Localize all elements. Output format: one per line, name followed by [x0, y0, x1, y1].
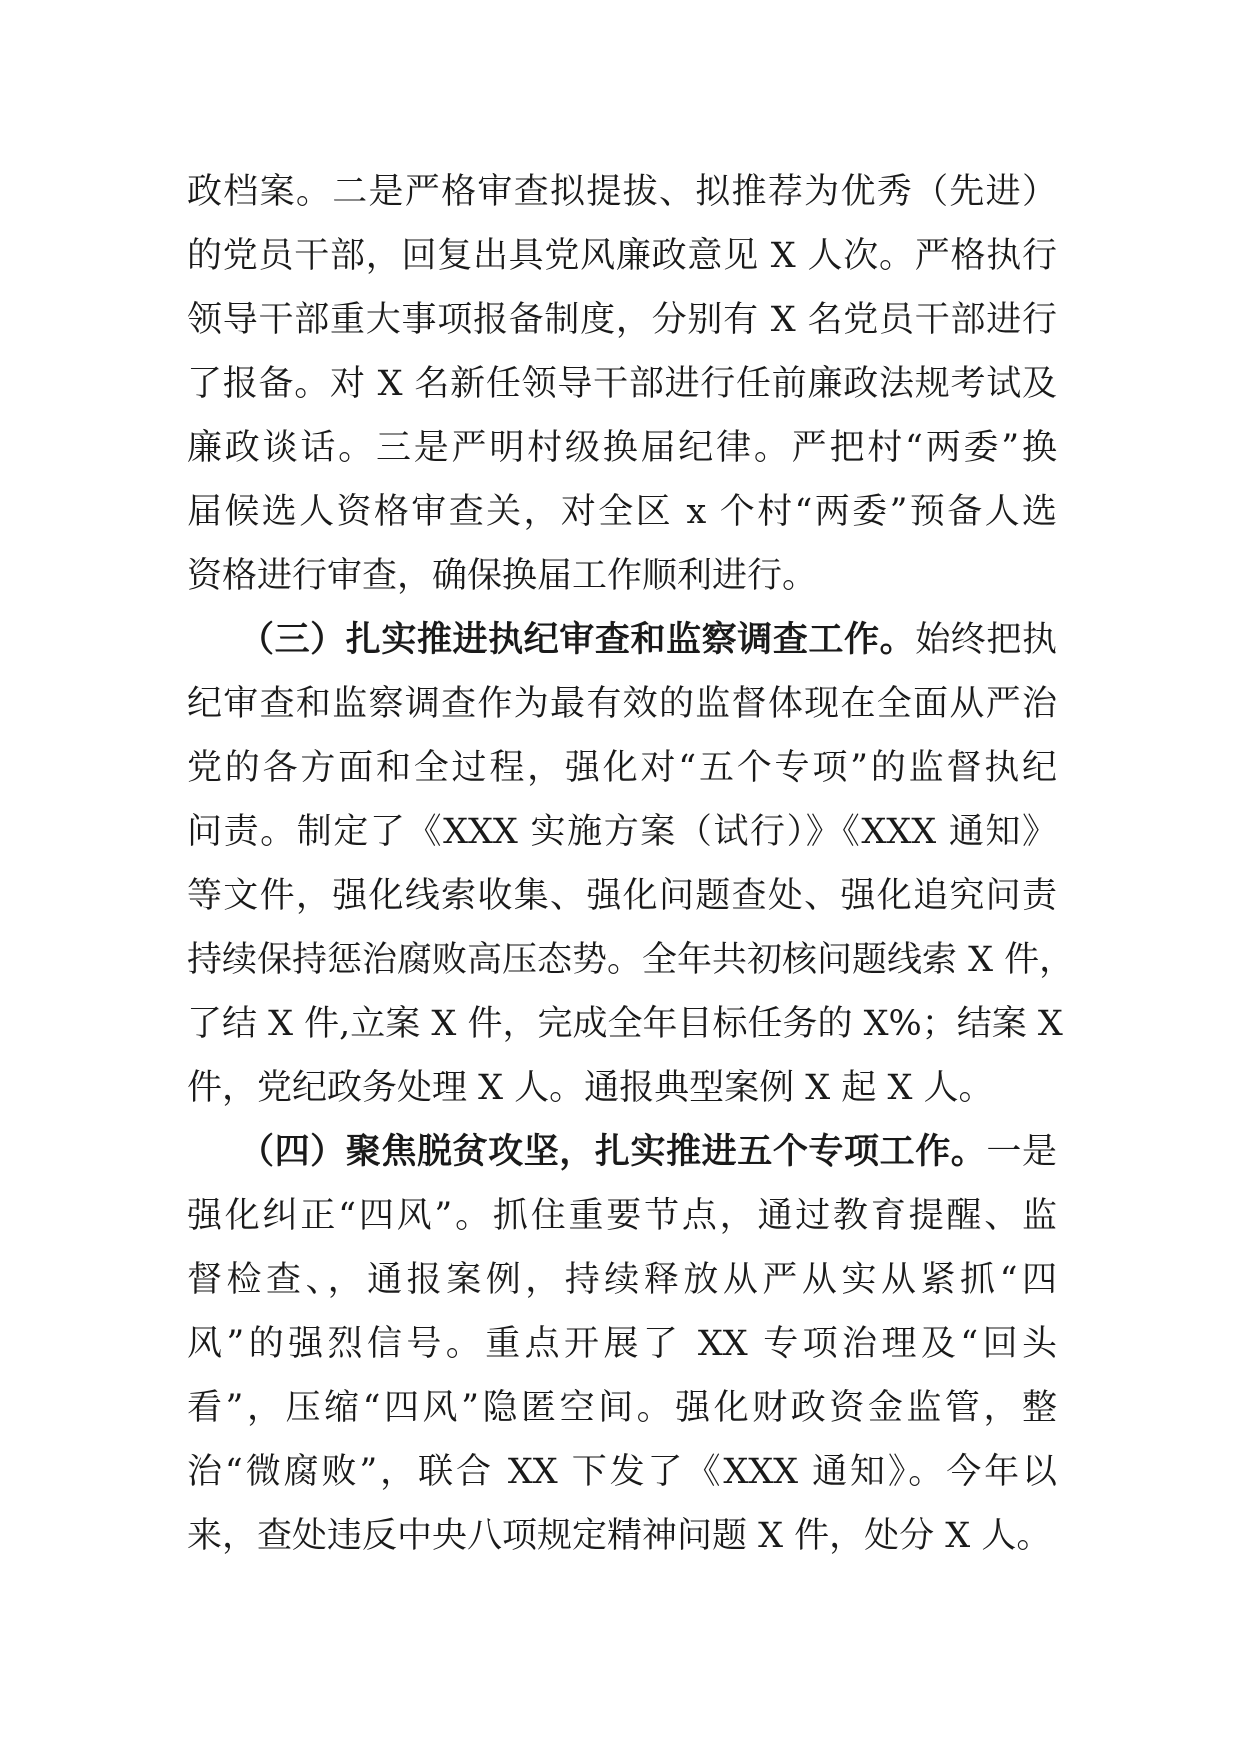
text-line: 看”，压缩“四风”隐匿空间。强化财政资金监管，整 [187, 1388, 1057, 1428]
text-line: 的党员干部，回复出具党风廉政意见 X 人次。严格执行 [187, 236, 1057, 276]
text-line: 领导干部重大事项报备制度，分别有 X 名党员干部进行 [187, 300, 1057, 340]
text-line: 届候选人资格审查关，对全区 x 个村“两委”预备人选 [187, 492, 1057, 532]
paragraph-section-4 [187, 1120, 1057, 1568]
paragraph-continuation [187, 160, 1057, 608]
section-heading: （三）扎实推进执纪审查和监察调查工作。 [239, 620, 916, 660]
section-heading: （四）聚焦脱贫攻坚，扎实推进五个专项工作。 [239, 1132, 987, 1172]
text-line: 治“微腐败”，联合 XX 下发了《XXX 通知》。今年以 [187, 1452, 1057, 1492]
text-line: 问责。制定了《XXX 实施方案（试行）》《XXX 通知》 [187, 812, 1057, 852]
text-line: 纪审查和监察调查作为最有效的监督体现在全面从严治 [187, 684, 1057, 724]
text-line: 强化纠正“四风”。抓住重要节点，通过教育提醒、监 [187, 1196, 1057, 1236]
text-line: 等文件，强化线索收集、强化问题查处、强化追究问责 [187, 876, 1057, 916]
text-line: 了报备。对 X 名新任领导干部进行任前廉政法规考试及 [187, 364, 1057, 404]
text-line: 风”的强烈信号。重点开展了 XX 专项治理及“回头 [187, 1324, 1057, 1364]
text-line: 廉政谈话。三是严明村级换届纪律。严把村“两委”换 [187, 428, 1057, 468]
paragraph-section-3 [187, 608, 1075, 1120]
text-line: 了结 X 件,立案 X 件，完成全年目标任务的 X%；结案 X [187, 1004, 1063, 1044]
text-line: 政档案。二是严格审查拟提拔、拟推荐为优秀（先进） [187, 172, 1057, 212]
text-run: 始终把执 [915, 620, 1057, 660]
text-run: 一是 [986, 1132, 1057, 1172]
text-line: 党的各方面和全过程，强化对“五个专项”的监督执纪 [187, 748, 1057, 788]
text-line: 件，党纪政务处理 X 人。通报典型案例 X 起 X 人。 [187, 1068, 994, 1108]
text-line: 资格进行审查，确保换届工作顺利进行。 [187, 556, 818, 596]
text-line [187, 608, 1057, 672]
body-text [187, 160, 1075, 1568]
text-line: 督检查、，通报案例，持续释放从严从实从紧抓“四 [187, 1260, 1057, 1300]
text-line: 来，查处违反中央八项规定精神问题 X 件，处分 X 人。 [187, 1516, 1052, 1556]
text-line: 持续保持惩治腐败高压态势。全年共初核问题线索 X 件， [187, 940, 1075, 980]
text-line [187, 1120, 1057, 1184]
